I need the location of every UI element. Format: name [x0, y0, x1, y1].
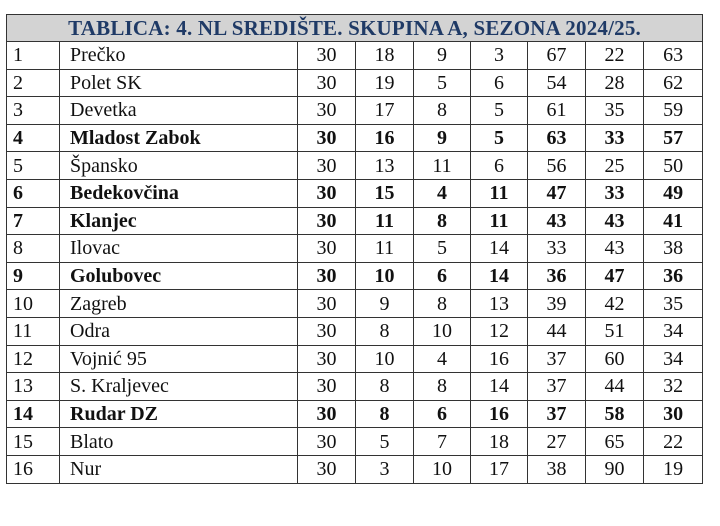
team-name-cell: Zagreb [60, 290, 298, 318]
wins-cell: 11 [356, 207, 414, 235]
played-cell: 30 [298, 235, 356, 263]
draws-cell: 11 [414, 152, 471, 180]
points-cell: 34 [644, 345, 703, 373]
draws-cell: 6 [414, 262, 471, 290]
losses-cell: 16 [471, 400, 528, 428]
wins-cell: 8 [356, 317, 414, 345]
points-cell: 36 [644, 262, 703, 290]
table-row [7, 317, 703, 345]
table-row [7, 69, 703, 97]
played-cell: 30 [298, 124, 356, 152]
team-name-cell: Polet SK [60, 69, 298, 97]
draws-cell: 9 [414, 124, 471, 152]
goals-against-cell: 28 [586, 69, 644, 97]
position-cell: 7 [7, 207, 60, 235]
goals-for-cell: 43 [528, 207, 586, 235]
goals-against-cell: 47 [586, 262, 644, 290]
draws-cell: 8 [414, 207, 471, 235]
team-name-cell: Prečko [60, 42, 298, 70]
goals-against-cell: 35 [586, 97, 644, 125]
points-cell: 49 [644, 179, 703, 207]
goals-against-cell: 43 [586, 207, 644, 235]
draws-cell: 5 [414, 69, 471, 97]
table-row [7, 290, 703, 318]
points-cell: 35 [644, 290, 703, 318]
points-cell: 19 [644, 455, 703, 483]
points-cell: 41 [644, 207, 703, 235]
goals-for-cell: 56 [528, 152, 586, 180]
draws-cell: 8 [414, 373, 471, 401]
goals-for-cell: 61 [528, 97, 586, 125]
goals-against-cell: 44 [586, 373, 644, 401]
losses-cell: 6 [471, 69, 528, 97]
team-name-cell: Devetka [60, 97, 298, 125]
draws-cell: 4 [414, 179, 471, 207]
position-cell: 2 [7, 69, 60, 97]
losses-cell: 5 [471, 124, 528, 152]
played-cell: 30 [298, 179, 356, 207]
table-title-row [7, 15, 703, 42]
played-cell: 30 [298, 317, 356, 345]
table-row [7, 345, 703, 373]
played-cell: 30 [298, 373, 356, 401]
goals-for-cell: 44 [528, 317, 586, 345]
points-cell: 50 [644, 152, 703, 180]
table-row [7, 262, 703, 290]
table-body [7, 42, 703, 484]
wins-cell: 17 [356, 97, 414, 125]
draws-cell: 10 [414, 455, 471, 483]
table-row [7, 152, 703, 180]
losses-cell: 11 [471, 179, 528, 207]
losses-cell: 16 [471, 345, 528, 373]
played-cell: 30 [298, 69, 356, 97]
table-title: TABLICA: 4. NL SREDIŠTE. SKUPINA A, SEZONA 2024/25. [7, 15, 703, 42]
team-name-cell: Klanjec [60, 207, 298, 235]
team-name-cell: Špansko [60, 152, 298, 180]
team-name-cell: Nur [60, 455, 298, 483]
table-row [7, 124, 703, 152]
wins-cell: 8 [356, 400, 414, 428]
team-name-cell: Odra [60, 317, 298, 345]
played-cell: 30 [298, 97, 356, 125]
played-cell: 30 [298, 207, 356, 235]
table-row [7, 179, 703, 207]
position-cell: 5 [7, 152, 60, 180]
table-row [7, 207, 703, 235]
played-cell: 30 [298, 42, 356, 70]
position-cell: 4 [7, 124, 60, 152]
table-row [7, 235, 703, 263]
wins-cell: 15 [356, 179, 414, 207]
team-name-cell: Golubovec [60, 262, 298, 290]
goals-for-cell: 37 [528, 400, 586, 428]
goals-against-cell: 22 [586, 42, 644, 70]
goals-for-cell: 36 [528, 262, 586, 290]
points-cell: 63 [644, 42, 703, 70]
goals-for-cell: 54 [528, 69, 586, 97]
goals-for-cell: 33 [528, 235, 586, 263]
table-row [7, 42, 703, 70]
position-cell: 8 [7, 235, 60, 263]
table-row [7, 455, 703, 483]
wins-cell: 8 [356, 373, 414, 401]
position-cell: 14 [7, 400, 60, 428]
goals-against-cell: 60 [586, 345, 644, 373]
wins-cell: 9 [356, 290, 414, 318]
draws-cell: 6 [414, 400, 471, 428]
team-name-cell: Blato [60, 428, 298, 456]
wins-cell: 3 [356, 455, 414, 483]
team-name-cell: Ilovac [60, 235, 298, 263]
points-cell: 30 [644, 400, 703, 428]
goals-against-cell: 58 [586, 400, 644, 428]
wins-cell: 5 [356, 428, 414, 456]
points-cell: 59 [644, 97, 703, 125]
draws-cell: 4 [414, 345, 471, 373]
played-cell: 30 [298, 400, 356, 428]
draws-cell: 8 [414, 97, 471, 125]
goals-for-cell: 38 [528, 455, 586, 483]
table-row [7, 97, 703, 125]
points-cell: 62 [644, 69, 703, 97]
goals-against-cell: 42 [586, 290, 644, 318]
losses-cell: 6 [471, 152, 528, 180]
wins-cell: 19 [356, 69, 414, 97]
position-cell: 9 [7, 262, 60, 290]
team-name-cell: Rudar DZ [60, 400, 298, 428]
goals-against-cell: 51 [586, 317, 644, 345]
position-cell: 12 [7, 345, 60, 373]
losses-cell: 14 [471, 262, 528, 290]
goals-for-cell: 67 [528, 42, 586, 70]
draws-cell: 8 [414, 290, 471, 318]
losses-cell: 5 [471, 97, 528, 125]
table-row [7, 428, 703, 456]
goals-against-cell: 90 [586, 455, 644, 483]
draws-cell: 10 [414, 317, 471, 345]
goals-against-cell: 33 [586, 179, 644, 207]
goals-for-cell: 27 [528, 428, 586, 456]
position-cell: 1 [7, 42, 60, 70]
losses-cell: 14 [471, 235, 528, 263]
position-cell: 15 [7, 428, 60, 456]
losses-cell: 12 [471, 317, 528, 345]
wins-cell: 10 [356, 262, 414, 290]
played-cell: 30 [298, 428, 356, 456]
wins-cell: 11 [356, 235, 414, 263]
points-cell: 32 [644, 373, 703, 401]
losses-cell: 13 [471, 290, 528, 318]
losses-cell: 18 [471, 428, 528, 456]
draws-cell: 7 [414, 428, 471, 456]
table-row [7, 400, 703, 428]
table-row [7, 373, 703, 401]
points-cell: 57 [644, 124, 703, 152]
goals-against-cell: 33 [586, 124, 644, 152]
goals-against-cell: 25 [586, 152, 644, 180]
played-cell: 30 [298, 290, 356, 318]
played-cell: 30 [298, 152, 356, 180]
position-cell: 3 [7, 97, 60, 125]
position-cell: 6 [7, 179, 60, 207]
losses-cell: 17 [471, 455, 528, 483]
points-cell: 22 [644, 428, 703, 456]
standings-table [6, 14, 703, 484]
goals-for-cell: 37 [528, 345, 586, 373]
team-name-cell: S. Kraljevec [60, 373, 298, 401]
team-name-cell: Mladost Zabok [60, 124, 298, 152]
goals-for-cell: 47 [528, 179, 586, 207]
team-name-cell: Vojnić 95 [60, 345, 298, 373]
position-cell: 13 [7, 373, 60, 401]
standings-table-container [6, 14, 702, 484]
draws-cell: 9 [414, 42, 471, 70]
position-cell: 10 [7, 290, 60, 318]
goals-for-cell: 63 [528, 124, 586, 152]
team-name-cell: Bedekovčina [60, 179, 298, 207]
points-cell: 38 [644, 235, 703, 263]
losses-cell: 3 [471, 42, 528, 70]
position-cell: 11 [7, 317, 60, 345]
losses-cell: 11 [471, 207, 528, 235]
wins-cell: 10 [356, 345, 414, 373]
wins-cell: 13 [356, 152, 414, 180]
played-cell: 30 [298, 345, 356, 373]
played-cell: 30 [298, 262, 356, 290]
position-cell: 16 [7, 455, 60, 483]
losses-cell: 14 [471, 373, 528, 401]
draws-cell: 5 [414, 235, 471, 263]
wins-cell: 16 [356, 124, 414, 152]
goals-against-cell: 65 [586, 428, 644, 456]
goals-for-cell: 39 [528, 290, 586, 318]
played-cell: 30 [298, 455, 356, 483]
wins-cell: 18 [356, 42, 414, 70]
points-cell: 34 [644, 317, 703, 345]
goals-for-cell: 37 [528, 373, 586, 401]
goals-against-cell: 43 [586, 235, 644, 263]
